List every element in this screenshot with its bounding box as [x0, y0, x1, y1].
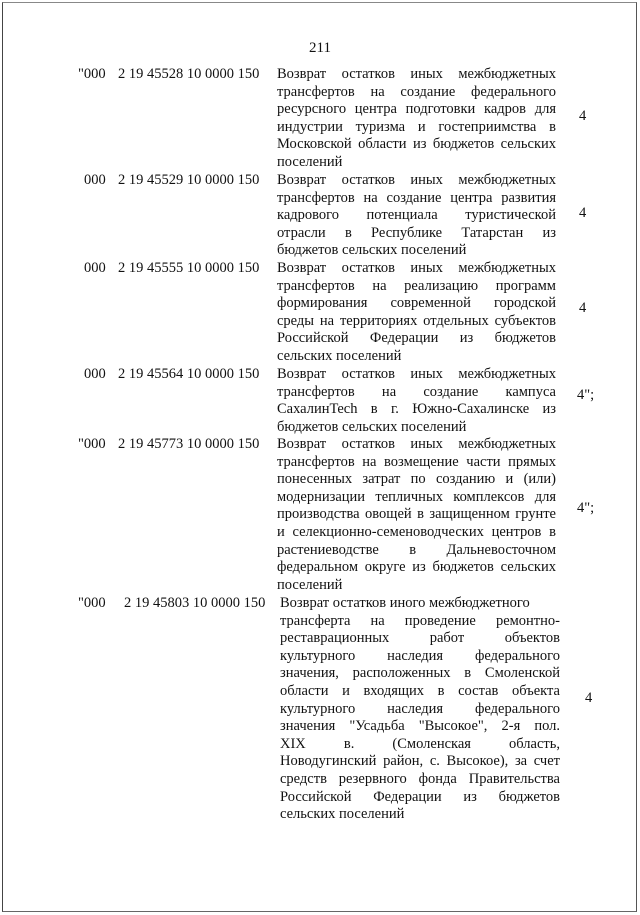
budget-code: 2 19 45555 10 0000 150	[118, 260, 260, 276]
description-line: поселений	[277, 576, 343, 593]
description-line: реставрационных работ объектов	[280, 630, 560, 647]
description-line: и селекционно-семеноводческих центров в	[277, 523, 556, 540]
row-description	[277, 260, 556, 366]
admin-code: 000	[84, 260, 106, 276]
description-line: трансфертов на создание центра развития	[277, 189, 556, 206]
description-line: XIX в. (Смоленская область,	[280, 735, 560, 752]
description-line: Российской Федерации из бюджетов	[277, 330, 556, 347]
row-description	[277, 66, 556, 172]
admin-code: "000	[78, 595, 106, 611]
description-line: трансферта на проведение ремонтно-	[280, 612, 560, 629]
description-line: Возврат остатков иных межбюджетных	[277, 366, 556, 382]
row-description	[277, 366, 556, 436]
budget-code: 2 19 45803 10 0000 150	[124, 595, 266, 611]
budget-code: 2 19 45528 10 0000 150	[118, 66, 260, 82]
description-line: бюджетов сельских поселений	[277, 242, 467, 259]
row-description	[277, 436, 556, 594]
row-description	[277, 172, 556, 260]
admin-code: 000	[84, 366, 106, 382]
description-line: Возврат остатков иных межбюджетных	[277, 66, 556, 82]
budget-code: 2 19 45529 10 0000 150	[118, 172, 260, 188]
description-line: Российской Федерации из бюджетов	[280, 788, 560, 805]
description-line: области и входящих в состав объекта	[280, 682, 560, 699]
budget-code: 2 19 45773 10 0000 150	[118, 436, 260, 452]
description-line: культурного наследия федерального	[280, 647, 560, 664]
description-line: ресурсного центра подготовки кадров для	[277, 101, 556, 118]
amount: 4	[585, 690, 593, 706]
description-line: сельских поселений	[280, 806, 405, 823]
description-line: формирования современной городской	[277, 295, 556, 312]
description-line: поселений	[277, 153, 343, 170]
description-line: Московской области из бюджетов сельских	[277, 136, 556, 153]
amount: 4	[579, 108, 587, 124]
description-line: культурного наследия федерального	[280, 700, 560, 717]
amount: 4	[579, 300, 587, 316]
amount: 4	[579, 205, 587, 221]
description-line: кадрового потенциала туристической	[277, 207, 556, 224]
description-line: средств резервного фонда Правительства	[280, 770, 560, 787]
description-line: производства овощей в защищенном грунте	[277, 506, 556, 523]
description-line: сельских поселений	[277, 347, 402, 364]
description-line: трансфертов на создание федерального	[277, 83, 556, 100]
amount: 4";	[577, 387, 595, 403]
description-line: понесенных затрат по созданию и (или)	[277, 471, 556, 488]
description-line: трансфертов на создание кампуса	[277, 383, 556, 400]
admin-code: 000	[84, 172, 106, 188]
description-line: Возврат остатков иных межбюджетных	[277, 260, 556, 276]
description-line: трансфертов на реализацию программ	[277, 277, 556, 294]
description-line: Возврат остатков иных межбюджетных	[277, 172, 556, 188]
description-line: индустрии туризма и гостеприимства в	[277, 118, 556, 135]
page-number: 211	[309, 40, 331, 56]
budget-code: 2 19 45564 10 0000 150	[118, 366, 260, 382]
amount: 4";	[577, 500, 595, 516]
description-line: СахалинTech в г. Южно-Сахалинске из	[277, 401, 556, 418]
description-line: модернизации тепличных комплексов для	[277, 488, 556, 505]
description-line: Возврат остатков иных межбюджетных	[277, 436, 556, 452]
description-line: значения, расположенных в Смоленской	[280, 665, 560, 682]
description-line: среды на территориях отдельных субъектов	[277, 312, 556, 329]
admin-code: "000	[78, 436, 106, 452]
description-line: трансфертов на возмещение части прямых	[277, 453, 556, 470]
description-line: бюджетов сельских поселений	[277, 418, 467, 435]
admin-code: "000	[78, 66, 106, 82]
description-line: отрасли в Республике Татарстан из	[277, 224, 556, 241]
description-line: Новодугинский район, с. Высокое), за счет	[280, 753, 560, 770]
description-line: растениеводстве в Дальневосточном	[277, 541, 556, 558]
description-line: федеральном округе из бюджетов сельских	[277, 559, 556, 576]
description-line: значения "Усадьба "Высокое", 2-я пол.	[280, 718, 560, 735]
description-line: Возврат остатков иного межбюджетного	[280, 595, 530, 611]
row-description	[280, 595, 560, 824]
